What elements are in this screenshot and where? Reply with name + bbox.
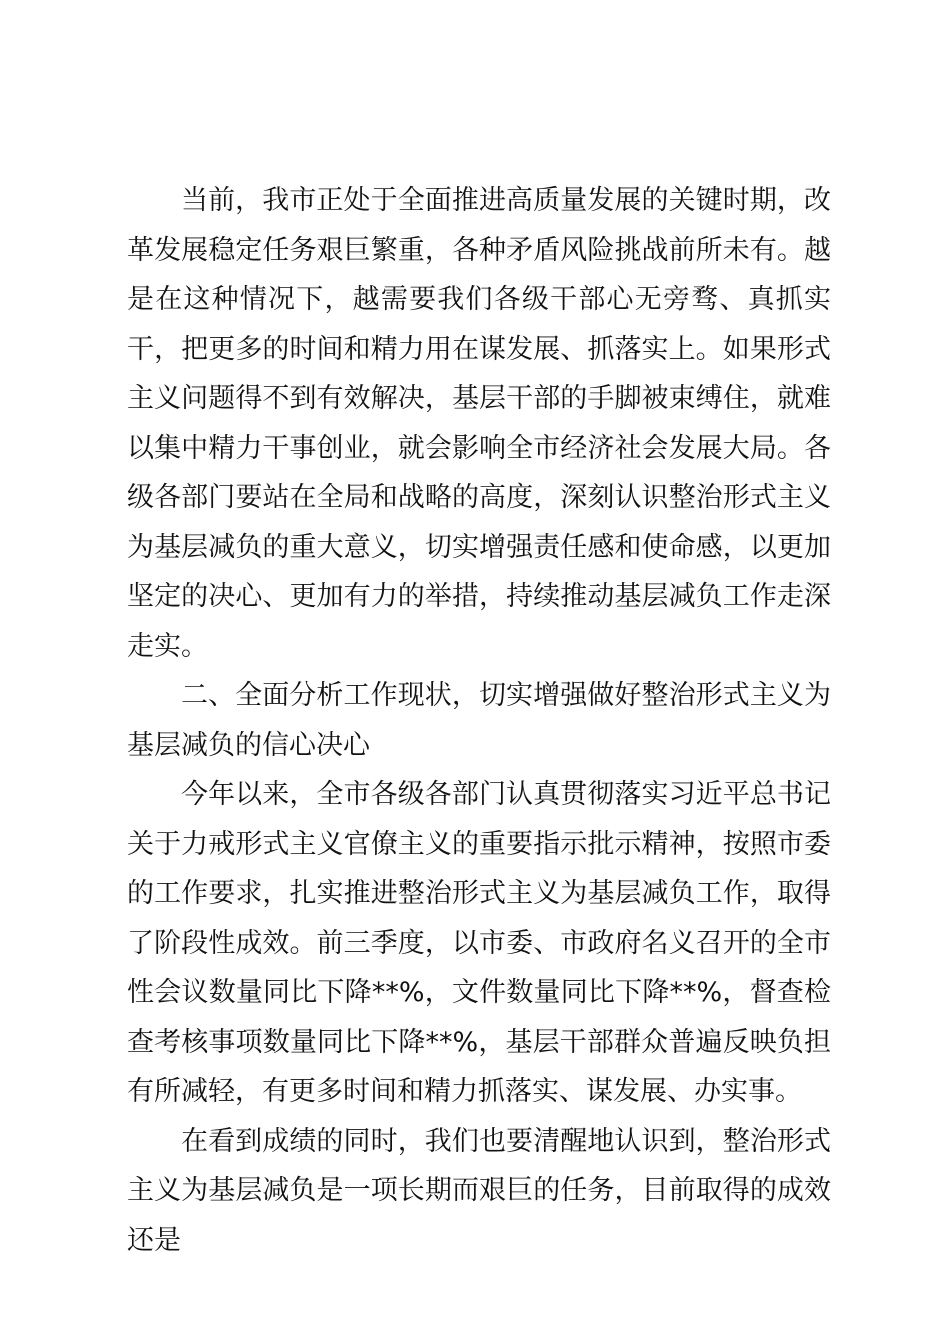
paragraph-challenges: 在看到成绩的同时，我们也要清醒地认识到，整治形式主义为基层减负是一项长期而艰巨的任务，目前取得的成效还是 — [127, 1125, 831, 1256]
document-body — [127, 176, 831, 1265]
section-heading-2: 二、全面分析工作现状，切实增强做好整治形式主义为基层减负的信心决心 — [127, 680, 831, 761]
paragraph-significance: 当前，我市正处于全面推进高质量发展的关键时期，改革发展稳定任务艰巨繁重，各种矛盾风险挑战前所未有。越是在这种情况下，越需要我们各级干部心无旁骛、真抓实干，把更多的时间和精力用在谋发展、抓落实上。如果形式主义问题得不到有效解决，基层干部的手脚被束缚住，就难以集中精力干事创业，就会影响全市经济社会发展大局。各级各部门要站在全局和战略的高度，深刻认识整治形式主义为基层减负的重大意义，切实增强责任感和使命感，以更加坚定的决心、更加有力的举措，持续推动基层减负工作走深走实。 — [127, 185, 831, 662]
paragraph-progress: 今年以来，全市各级各部门认真贯彻落实习近平总书记关于力戒形式主义官僚主义的重要指示批示精神，按照市委的工作要求，扎实推进整治形式主义为基层减负工作，取得了阶段性成效。前三季度，以市委、市政府名义召开的全市性会议数量同比下降**%，文件数量同比下降**%，督查检查考核事项数量同比下降**%，基层干部群众普遍反映负担有所减轻，有更多时间和精力抓落实、谋发展、办实事。 — [127, 779, 831, 1107]
